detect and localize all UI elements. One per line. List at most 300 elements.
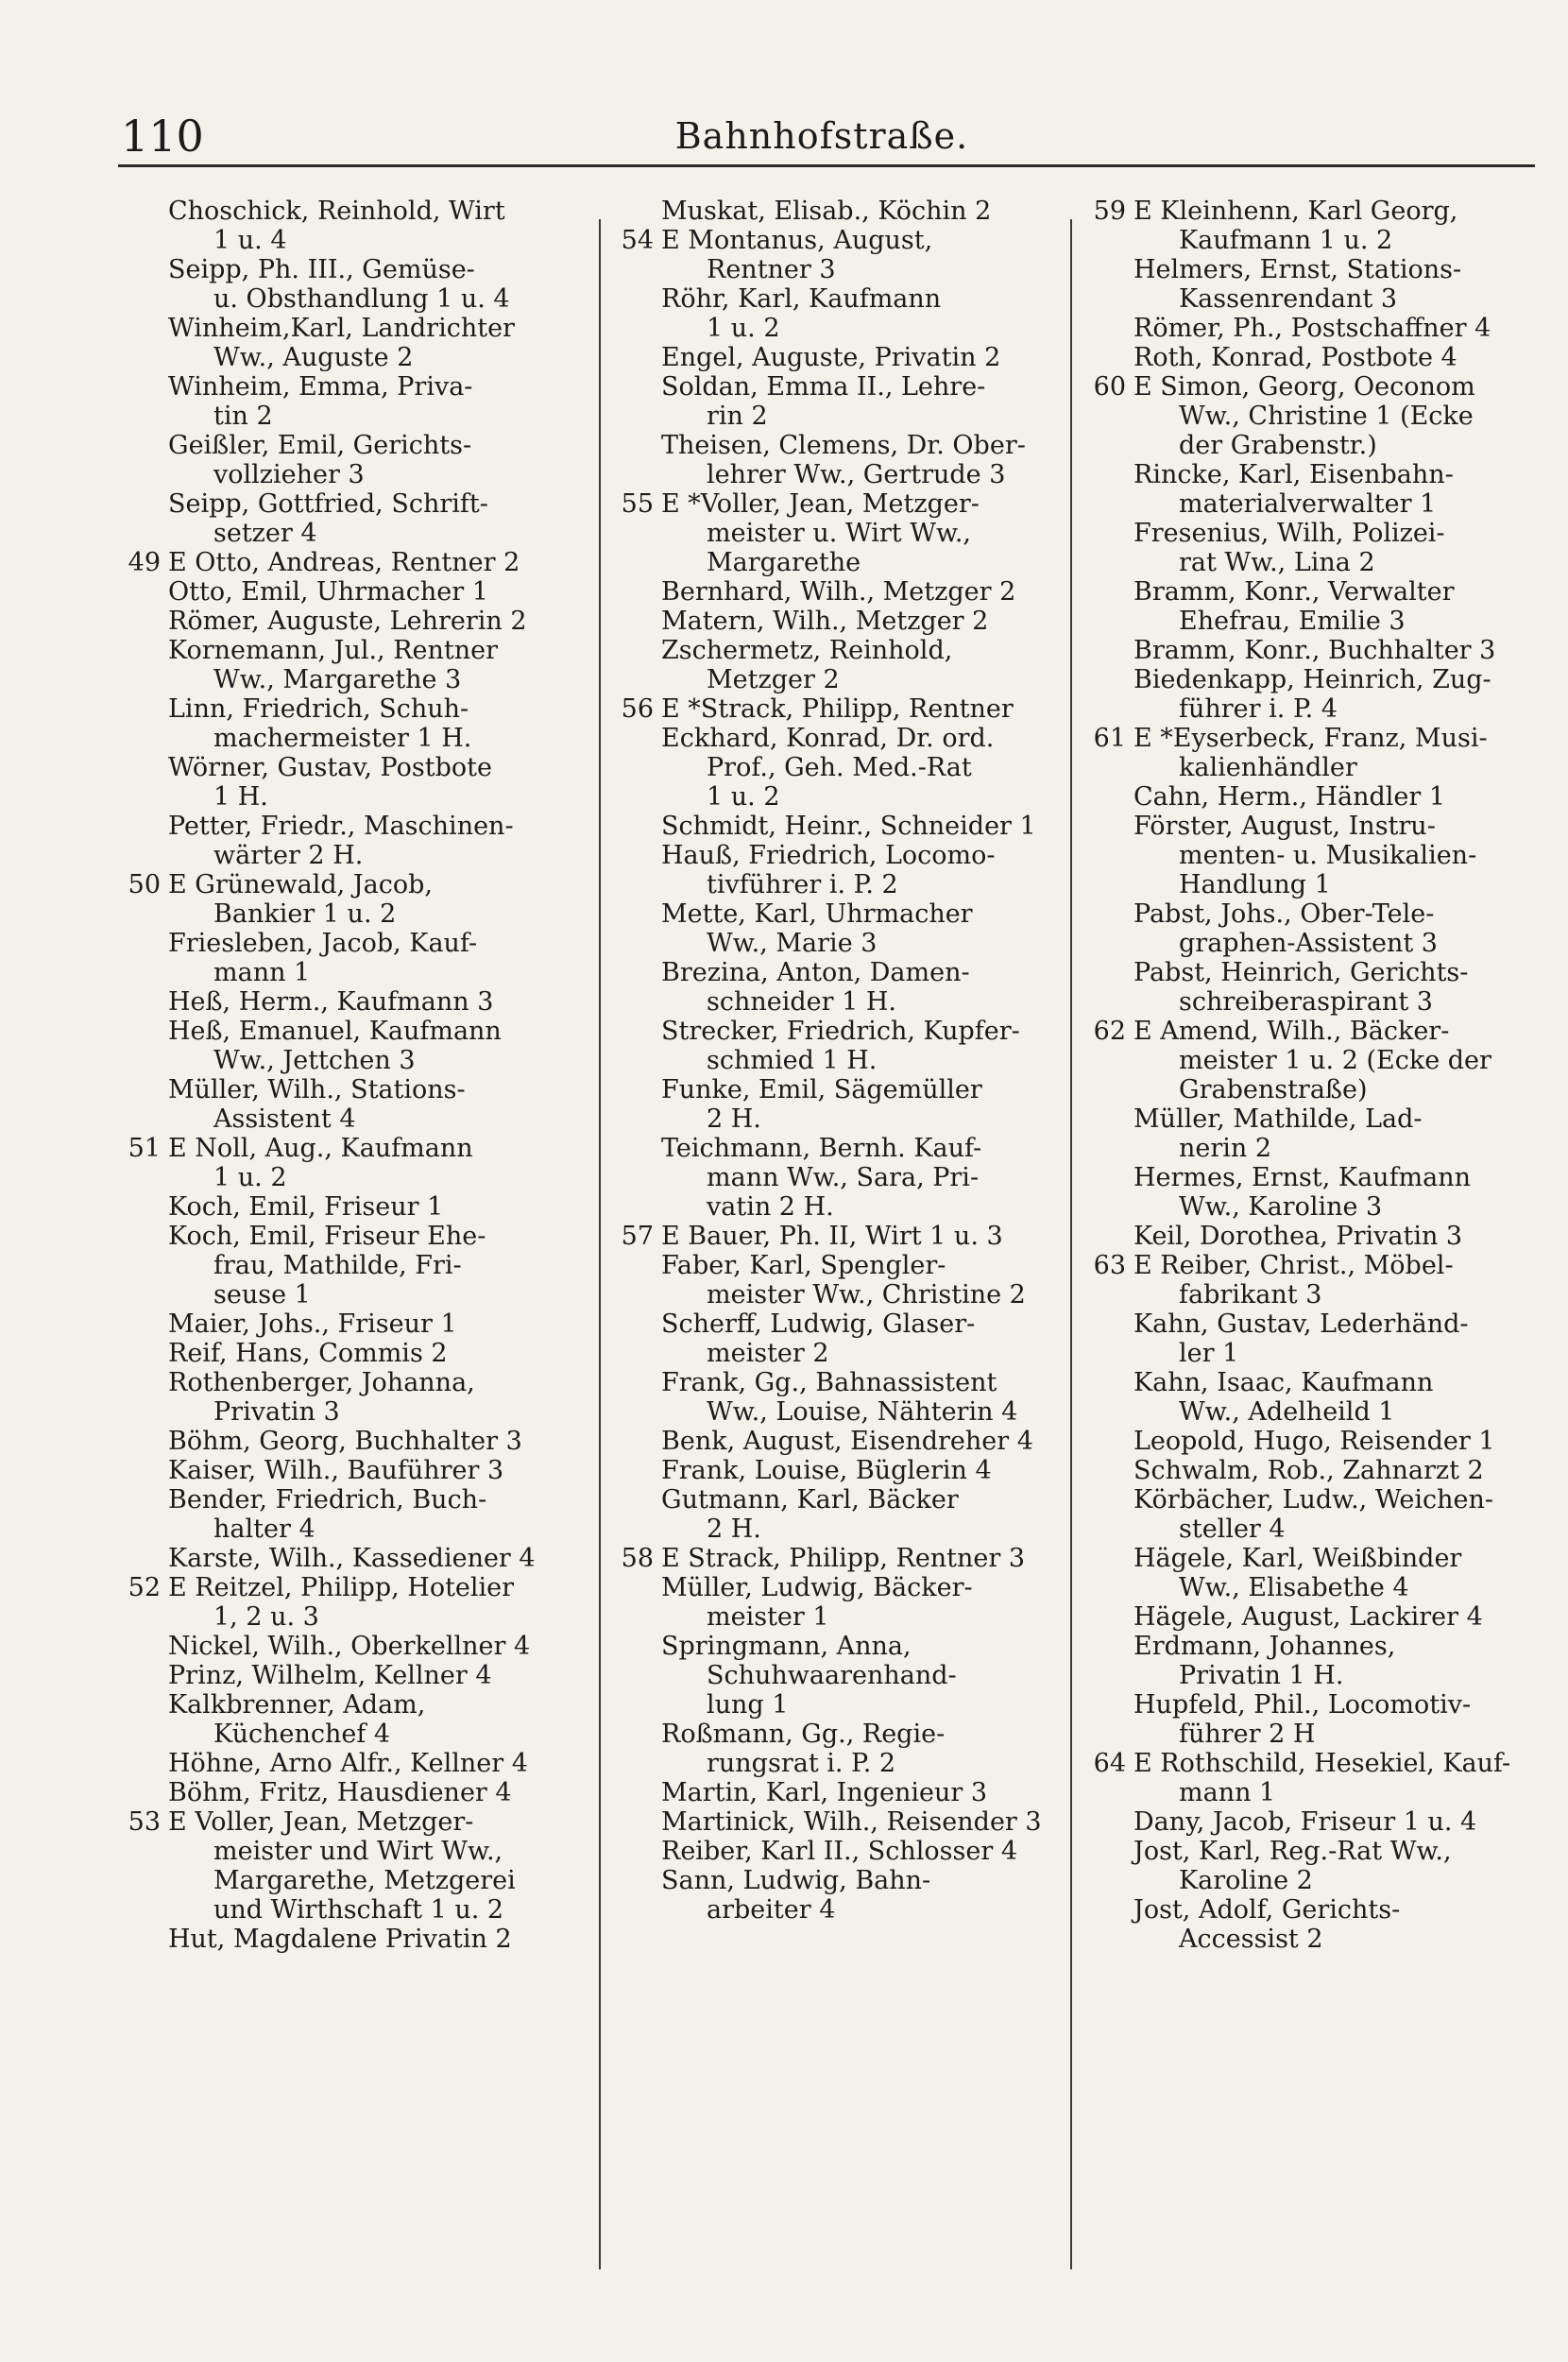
house-number: 63 xyxy=(1093,1251,1126,1280)
directory-entry xyxy=(605,812,1067,841)
resident-name: Fresenius, Wilh, Polizei- xyxy=(1133,519,1445,548)
resident-name: E *Voller, Jean, Metzger- xyxy=(661,489,980,519)
resident-detail: arbeiter 4 xyxy=(707,1895,836,1925)
house-number: 54 xyxy=(621,226,654,255)
directory-entry xyxy=(605,431,1067,489)
directory-entry xyxy=(605,1807,1067,1837)
directory-entry xyxy=(605,1309,1067,1368)
directory-entry xyxy=(1077,1837,1530,1895)
resident-detail: Handlung 1 xyxy=(1179,870,1331,899)
resident-detail: Accessist 2 xyxy=(1179,1925,1323,1954)
directory-entry xyxy=(1077,724,1530,782)
resident-detail: 2 H. xyxy=(707,1104,761,1134)
resident-name: Müller, Mathilde, Lad- xyxy=(1133,1104,1423,1134)
resident-detail: mann 1 xyxy=(1179,1778,1276,1807)
resident-detail: Rentner 3 xyxy=(707,255,836,284)
house-number: 60 xyxy=(1093,372,1126,402)
resident-name: Kalkbrenner, Adam, xyxy=(168,1690,426,1720)
directory-entry xyxy=(1077,812,1530,899)
directory-entry xyxy=(111,1192,593,1222)
resident-name: Wörner, Gustav, Postbote xyxy=(168,753,492,782)
resident-detail: halter 4 xyxy=(213,1515,315,1544)
resident-name: E Noll, Aug., Kaufmann xyxy=(168,1134,473,1163)
directory-entry xyxy=(111,753,593,812)
resident-name: Reiber, Karl II., Schlosser 4 xyxy=(661,1837,1018,1866)
directory-entry xyxy=(605,607,1067,636)
directory-entry xyxy=(1077,460,1530,519)
resident-detail: nerin 2 xyxy=(1179,1134,1272,1163)
directory-entry xyxy=(605,1485,1067,1544)
resident-name: Biedenkapp, Heinrich, Zug- xyxy=(1133,665,1491,694)
resident-name: E Bauer, Ph. II, Wirt 1 u. 3 xyxy=(661,1222,1003,1251)
house-number: 58 xyxy=(621,1544,654,1573)
resident-name: Bramm, Konr., Buchhalter 3 xyxy=(1133,636,1496,665)
resident-detail: 1 u. 4 xyxy=(213,226,287,255)
directory-entry xyxy=(605,1222,1067,1251)
resident-detail: steller 4 xyxy=(1179,1515,1286,1544)
resident-name: Rothenberger, Johanna, xyxy=(168,1368,475,1397)
resident-detail: wärter 2 H. xyxy=(213,841,364,870)
house-number: 52 xyxy=(128,1573,161,1602)
directory-entry xyxy=(1077,1895,1530,1954)
resident-name: Reif, Hans, Commis 2 xyxy=(168,1339,448,1368)
directory-entry xyxy=(111,1573,593,1632)
directory-entry xyxy=(1077,1163,1530,1222)
directory-entry xyxy=(605,1427,1067,1456)
resident-name: Schmidt, Heinr., Schneider 1 xyxy=(661,812,1036,841)
house-number: 53 xyxy=(128,1807,161,1837)
resident-name: E Amend, Wilh., Bäcker- xyxy=(1133,1017,1450,1046)
directory-entry xyxy=(1077,1807,1530,1837)
resident-name: Frank, Louise, Büglerin 4 xyxy=(661,1456,992,1485)
directory-entry xyxy=(111,1309,593,1339)
directory-entry xyxy=(111,1075,593,1134)
directory-entry xyxy=(111,1807,593,1925)
directory-entry xyxy=(605,636,1067,694)
directory-entry xyxy=(605,1075,1067,1134)
resident-detail: Ww., Jettchen 3 xyxy=(213,1046,416,1075)
resident-detail: lung 1 xyxy=(707,1690,789,1720)
resident-detail: Ww., Margarethe 3 xyxy=(213,665,462,694)
directory-entry xyxy=(111,431,593,489)
resident-name: Springmann, Anna, xyxy=(661,1632,912,1661)
resident-detail: frau, Mathilde, Fri- xyxy=(213,1251,462,1280)
directory-entry xyxy=(111,1368,593,1427)
resident-name: E Rothschild, Hesekiel, Kauf- xyxy=(1133,1749,1511,1778)
resident-name: Schwalm, Rob., Zahnarzt 2 xyxy=(1133,1456,1484,1485)
resident-detail: kalienhändler xyxy=(1179,753,1357,782)
resident-detail: 2 H. xyxy=(707,1515,761,1544)
directory-entry xyxy=(111,1632,593,1661)
directory-entry xyxy=(1077,1485,1530,1544)
resident-detail: vollzieher 3 xyxy=(213,460,365,489)
directory-entry xyxy=(1077,1749,1530,1807)
directory-entry xyxy=(111,314,593,372)
directory-entry xyxy=(111,255,593,314)
directory-entry xyxy=(111,694,593,753)
resident-detail: Margarethe, Metzgerei xyxy=(213,1866,516,1895)
directory-entry xyxy=(111,548,593,577)
resident-detail: machermeister 1 H. xyxy=(213,724,472,753)
resident-detail: rat Ww., Lina 2 xyxy=(1179,548,1375,577)
directory-entry xyxy=(605,694,1067,724)
resident-detail: Ww., Louise, Nähterin 4 xyxy=(707,1397,1018,1427)
resident-detail: Ehefrau, Emilie 3 xyxy=(1179,607,1406,636)
resident-detail: Ww., Christine 1 (Ecke xyxy=(1179,402,1474,431)
resident-name: Erdmann, Johannes, xyxy=(1133,1632,1396,1661)
resident-detail: tivführer i. P. 2 xyxy=(707,870,898,899)
resident-detail: setzer 4 xyxy=(213,519,317,548)
resident-detail: meister und Wirt Ww., xyxy=(213,1837,503,1866)
directory-entry xyxy=(111,1134,593,1192)
resident-name: Geißler, Emil, Gerichts- xyxy=(168,431,472,460)
resident-detail: lehrer Ww., Gertrude 3 xyxy=(707,460,1006,489)
directory-entry xyxy=(1077,958,1530,1017)
directory-entry xyxy=(111,812,593,870)
resident-detail: Ww., Auguste 2 xyxy=(213,343,414,372)
resident-detail: Kassenrendant 3 xyxy=(1179,284,1398,314)
resident-detail: schneider 1 H. xyxy=(707,987,897,1017)
resident-name: Choschick, Reinhold, Wirt xyxy=(168,197,505,226)
directory-entry xyxy=(111,1690,593,1749)
directory-entry xyxy=(1077,1017,1530,1104)
directory-entry xyxy=(1077,519,1530,577)
resident-name: Pabst, Heinrich, Gerichts- xyxy=(1133,958,1469,987)
resident-name: Nickel, Wilh., Oberkellner 4 xyxy=(168,1632,531,1661)
directory-entry xyxy=(111,1017,593,1075)
resident-name: Kahn, Isaac, Kaufmann xyxy=(1133,1368,1434,1397)
resident-name: Cahn, Herm., Händler 1 xyxy=(1133,782,1446,812)
directory-entry xyxy=(605,958,1067,1017)
resident-name: Pabst, Johs., Ober-Tele- xyxy=(1133,899,1435,929)
resident-detail: Küchenchef 4 xyxy=(213,1720,391,1749)
directory-entry xyxy=(1077,1309,1530,1368)
directory-entry xyxy=(605,372,1067,431)
resident-name: Kahn, Gustav, Lederhänd- xyxy=(1133,1309,1469,1339)
resident-detail: ler 1 xyxy=(1179,1339,1239,1368)
directory-entry xyxy=(605,197,1067,226)
directory-entry xyxy=(605,284,1067,343)
resident-detail: meister 1 u. 2 (Ecke der xyxy=(1179,1046,1491,1075)
house-number: 64 xyxy=(1093,1749,1126,1778)
resident-name: Heß, Herm., Kaufmann 3 xyxy=(168,987,494,1017)
directory-entry xyxy=(605,899,1067,958)
header-rule xyxy=(118,164,1535,167)
column-divider xyxy=(599,219,601,2269)
resident-name: Koch, Emil, Friseur 1 xyxy=(168,1192,444,1222)
directory-entry xyxy=(605,1368,1067,1427)
page-title: Bahnhofstraße. xyxy=(674,115,969,157)
resident-detail: führer 2 H xyxy=(1179,1720,1316,1749)
resident-detail: meister 2 xyxy=(707,1339,829,1368)
resident-name: Muskat, Elisab., Köchin 2 xyxy=(661,197,992,226)
directory-entry xyxy=(605,1632,1067,1720)
directory-entry xyxy=(1077,1690,1530,1749)
resident-name: Körbächer, Ludw., Weichen- xyxy=(1133,1485,1494,1515)
resident-detail: Kaufmann 1 u. 2 xyxy=(1179,226,1393,255)
resident-name: Winheim, Emma, Priva- xyxy=(168,372,473,402)
directory-entry xyxy=(1077,1544,1530,1602)
resident-name: Mette, Karl, Uhrmacher xyxy=(661,899,973,929)
resident-detail: und Wirthschaft 1 u. 2 xyxy=(213,1895,504,1925)
directory-column-2 xyxy=(605,197,1067,2275)
resident-detail: Privatin 3 xyxy=(213,1397,340,1427)
directory-entry xyxy=(605,1017,1067,1075)
directory-entry xyxy=(605,489,1067,577)
resident-name: Bernhard, Wilh., Metzger 2 xyxy=(661,577,1016,607)
page-number: 110 xyxy=(121,111,204,162)
resident-name: Hauß, Friedrich, Locomo- xyxy=(661,841,996,870)
directory-entry xyxy=(1077,255,1530,314)
resident-name: Koch, Emil, Friseur Ehe- xyxy=(168,1222,486,1251)
resident-detail: mann 1 xyxy=(213,958,311,987)
house-number: 61 xyxy=(1093,724,1126,753)
house-number: 51 xyxy=(128,1134,161,1163)
directory-entry xyxy=(605,1778,1067,1807)
directory-entry xyxy=(111,489,593,548)
directory-entry xyxy=(111,1339,593,1368)
resident-detail: 1 u. 2 xyxy=(707,314,780,343)
resident-detail: Ww., Elisabethe 4 xyxy=(1179,1573,1409,1602)
resident-detail: führer i. P. 4 xyxy=(1179,694,1338,724)
resident-detail: Prof., Geh. Med.-Rat xyxy=(707,753,972,782)
resident-name: Seipp, Gottfried, Schrift- xyxy=(168,489,488,519)
resident-name: Scherff, Ludwig, Glaser- xyxy=(661,1309,976,1339)
resident-name: Otto, Emil, Uhrmacher 1 xyxy=(168,577,488,607)
resident-detail: Bankier 1 u. 2 xyxy=(213,899,397,929)
resident-name: Maier, Johs., Friseur 1 xyxy=(168,1309,457,1339)
resident-name: Strecker, Friedrich, Kupfer- xyxy=(661,1017,1020,1046)
resident-name: E Montanus, August, xyxy=(661,226,933,255)
resident-name: Gutmann, Karl, Bäcker xyxy=(661,1485,959,1515)
resident-name: Roßmann, Gg., Regie- xyxy=(661,1720,946,1749)
resident-detail: schmied 1 H. xyxy=(707,1046,878,1075)
resident-name: Kaiser, Wilh., Bauführer 3 xyxy=(168,1456,504,1485)
directory-entry xyxy=(1077,1427,1530,1456)
resident-detail: rin 2 xyxy=(707,402,768,431)
resident-name: Jost, Karl, Reg.-Rat Ww., xyxy=(1133,1837,1452,1866)
resident-name: Bramm, Konr., Verwalter xyxy=(1133,577,1455,607)
directory-entry xyxy=(111,1427,593,1456)
resident-name: E Reiber, Christ., Möbel- xyxy=(1133,1251,1454,1280)
resident-detail: menten- u. Musikalien- xyxy=(1179,841,1477,870)
resident-name: Brezina, Anton, Damen- xyxy=(661,958,970,987)
resident-name: Karste, Wilh., Kassediener 4 xyxy=(168,1544,536,1573)
directory-entry xyxy=(605,1573,1067,1632)
directory-entry xyxy=(111,929,593,987)
directory-entry xyxy=(111,372,593,431)
directory-entry xyxy=(1077,372,1530,460)
resident-detail: meister u. Wirt Ww., xyxy=(707,519,972,548)
resident-detail: Margarethe xyxy=(707,548,861,577)
directory-entry xyxy=(111,577,593,607)
resident-name: E *Strack, Philipp, Rentner xyxy=(661,694,1014,724)
resident-name: Römer, Ph., Postschaffner 4 xyxy=(1133,314,1491,343)
resident-detail: Privatin 1 H. xyxy=(1179,1661,1344,1690)
directory-entry xyxy=(1077,782,1530,812)
resident-name: E Strack, Philipp, Rentner 3 xyxy=(661,1544,1026,1573)
resident-name: Eckhard, Konrad, Dr. ord. xyxy=(661,724,995,753)
house-number: 57 xyxy=(621,1222,654,1251)
resident-detail: u. Obsthandlung 1 u. 4 xyxy=(213,284,510,314)
directory-entry xyxy=(605,577,1067,607)
resident-name: Funke, Emil, Sägemüller xyxy=(661,1075,982,1104)
directory-entry xyxy=(111,607,593,636)
directory-entry xyxy=(1077,577,1530,636)
resident-detail: seuse 1 xyxy=(213,1280,311,1309)
resident-name: E *Eyserbeck, Franz, Musi- xyxy=(1133,724,1488,753)
resident-name: Zschermetz, Reinhold, xyxy=(661,636,953,665)
resident-name: Böhm, Fritz, Hausdiener 4 xyxy=(168,1778,512,1807)
directory-entry xyxy=(1077,899,1530,958)
resident-name: Winheim,Karl, Landrichter xyxy=(168,314,515,343)
resident-name: E Kleinhenn, Karl Georg, xyxy=(1133,197,1458,226)
directory-column-3 xyxy=(1077,197,1530,2275)
resident-name: Matern, Wilh., Metzger 2 xyxy=(661,607,989,636)
resident-name: Faber, Karl, Spengler- xyxy=(661,1251,946,1280)
directory-entry xyxy=(1077,1456,1530,1485)
directory-entry xyxy=(111,636,593,694)
directory-column-1 xyxy=(111,197,593,2275)
house-number: 55 xyxy=(621,489,654,519)
house-number: 56 xyxy=(621,694,654,724)
directory-entry xyxy=(605,1456,1067,1485)
resident-name: Engel, Auguste, Privatin 2 xyxy=(661,343,1001,372)
directory-entry xyxy=(111,197,593,255)
resident-detail: 1 u. 2 xyxy=(213,1163,287,1192)
resident-detail: tin 2 xyxy=(213,402,273,431)
directory-entry xyxy=(605,1544,1067,1573)
directory-entry xyxy=(605,1720,1067,1778)
house-number: 49 xyxy=(128,548,161,577)
resident-detail: Karoline 2 xyxy=(1179,1866,1313,1895)
resident-name: Hägele, Karl, Weißbinder xyxy=(1133,1544,1462,1573)
resident-detail: Metzger 2 xyxy=(707,665,840,694)
directory-entry xyxy=(605,841,1067,899)
resident-detail: materialverwalter 1 xyxy=(1179,489,1437,519)
resident-name: Hupfeld, Phil., Locomotiv- xyxy=(1133,1690,1472,1720)
resident-detail: schreiberaspirant 3 xyxy=(1179,987,1433,1017)
resident-name: Leopold, Hugo, Reisender 1 xyxy=(1133,1427,1495,1456)
resident-detail: fabrikant 3 xyxy=(1179,1280,1322,1309)
resident-detail: Ww., Adelheild 1 xyxy=(1179,1397,1395,1427)
resident-name: Keil, Dorothea, Privatin 3 xyxy=(1133,1222,1463,1251)
resident-name: Müller, Ludwig, Bäcker- xyxy=(661,1573,973,1602)
directory-entry xyxy=(1077,1602,1530,1632)
resident-detail: mann Ww., Sara, Pri- xyxy=(707,1163,980,1192)
resident-detail: Ww., Marie 3 xyxy=(707,929,878,958)
resident-name: Kornemann, Jul., Rentner xyxy=(168,636,499,665)
resident-name: Müller, Wilh., Stations- xyxy=(168,1075,466,1104)
resident-name: Soldan, Emma II., Lehre- xyxy=(661,372,986,402)
resident-name: Förster, August, Instru- xyxy=(1133,812,1436,841)
resident-name: Höhne, Arno Alfr., Kellner 4 xyxy=(168,1749,528,1778)
directory-entry xyxy=(111,1778,593,1807)
resident-name: E Simon, Georg, Oeconom xyxy=(1133,372,1475,402)
resident-name: E Reitzel, Philipp, Hotelier xyxy=(168,1573,515,1602)
directory-entry xyxy=(111,1925,593,1954)
directory-entry xyxy=(111,1222,593,1309)
directory-entry xyxy=(605,1866,1067,1925)
resident-detail: Grabenstraße) xyxy=(1179,1075,1368,1104)
resident-name: Friesleben, Jacob, Kauf- xyxy=(168,929,478,958)
directory-entry xyxy=(111,1661,593,1690)
resident-name: E Otto, Andreas, Rentner 2 xyxy=(168,548,520,577)
resident-name: Dany, Jacob, Friseur 1 u. 4 xyxy=(1133,1807,1477,1837)
resident-name: Bender, Friedrich, Buch- xyxy=(168,1485,487,1515)
resident-detail: meister 1 xyxy=(707,1602,829,1632)
resident-name: Teichmann, Bernh. Kauf- xyxy=(661,1134,982,1163)
resident-name: Martinick, Wilh., Reisender 3 xyxy=(661,1807,1042,1837)
house-number: 62 xyxy=(1093,1017,1126,1046)
directory-entry xyxy=(1077,1368,1530,1427)
resident-detail: meister Ww., Christine 2 xyxy=(707,1280,1026,1309)
resident-detail: graphen-Assistent 3 xyxy=(1179,929,1438,958)
resident-name: Roth, Konrad, Postbote 4 xyxy=(1133,343,1457,372)
resident-name: Hägele, August, Lackirer 4 xyxy=(1133,1602,1483,1632)
directory-entry xyxy=(605,1134,1067,1222)
resident-detail: vatin 2 H. xyxy=(707,1192,834,1222)
resident-name: Böhm, Georg, Buchhalter 3 xyxy=(168,1427,522,1456)
directory-entry xyxy=(605,1251,1067,1309)
resident-name: Rincke, Karl, Eisenbahn- xyxy=(1133,460,1454,489)
directory-entry xyxy=(1077,636,1530,665)
directory-entry xyxy=(111,1749,593,1778)
resident-detail: 1 u. 2 xyxy=(707,782,780,812)
resident-detail: Schuhwaarenhand- xyxy=(707,1661,957,1690)
resident-name: Hermes, Ernst, Kaufmann xyxy=(1133,1163,1472,1192)
resident-detail: 1 H. xyxy=(213,782,268,812)
resident-name: Heß, Emanuel, Kaufmann xyxy=(168,1017,502,1046)
directory-entry xyxy=(1077,1104,1530,1163)
directory-entry xyxy=(605,1837,1067,1866)
resident-detail: rungsrat i. P. 2 xyxy=(707,1749,896,1778)
resident-name: Hut, Magdalene Privatin 2 xyxy=(168,1925,512,1954)
directory-entry xyxy=(1077,665,1530,724)
resident-name: Theisen, Clemens, Dr. Ober- xyxy=(661,431,1026,460)
house-number: 59 xyxy=(1093,197,1126,226)
directory-entry xyxy=(1077,197,1530,255)
directory-entry xyxy=(111,1485,593,1544)
resident-name: E Voller, Jean, Metzger- xyxy=(168,1807,474,1837)
directory-entry xyxy=(1077,1632,1530,1690)
directory-entry xyxy=(111,987,593,1017)
resident-name: Sann, Ludwig, Bahn- xyxy=(661,1866,931,1895)
resident-name: E Grünewald, Jacob, xyxy=(168,870,433,899)
resident-name: Prinz, Wilhelm, Kellner 4 xyxy=(168,1661,492,1690)
directory-entry xyxy=(1077,1251,1530,1309)
resident-name: Seipp, Ph. III., Gemüse- xyxy=(168,255,475,284)
directory-entry xyxy=(1077,343,1530,372)
directory-entry xyxy=(605,343,1067,372)
directory-entry xyxy=(1077,1222,1530,1251)
house-number: 50 xyxy=(128,870,161,899)
resident-detail: Ww., Karoline 3 xyxy=(1179,1192,1383,1222)
resident-name: Petter, Friedr., Maschinen- xyxy=(168,812,514,841)
resident-name: Martin, Karl, Ingenieur 3 xyxy=(661,1778,988,1807)
column-divider xyxy=(1070,219,1072,2269)
directory-entry xyxy=(111,1544,593,1573)
resident-name: Benk, August, Eisendreher 4 xyxy=(661,1427,1033,1456)
resident-detail: der Grabenstr.) xyxy=(1179,431,1377,460)
directory-entry xyxy=(111,870,593,929)
directory-entry xyxy=(111,1456,593,1485)
resident-name: Jost, Adolf, Gerichts- xyxy=(1133,1895,1401,1925)
resident-name: Römer, Auguste, Lehrerin 2 xyxy=(168,607,527,636)
resident-detail: Assistent 4 xyxy=(213,1104,356,1134)
resident-name: Linn, Friedrich, Schuh- xyxy=(168,694,469,724)
resident-name: Röhr, Karl, Kaufmann xyxy=(661,284,942,314)
